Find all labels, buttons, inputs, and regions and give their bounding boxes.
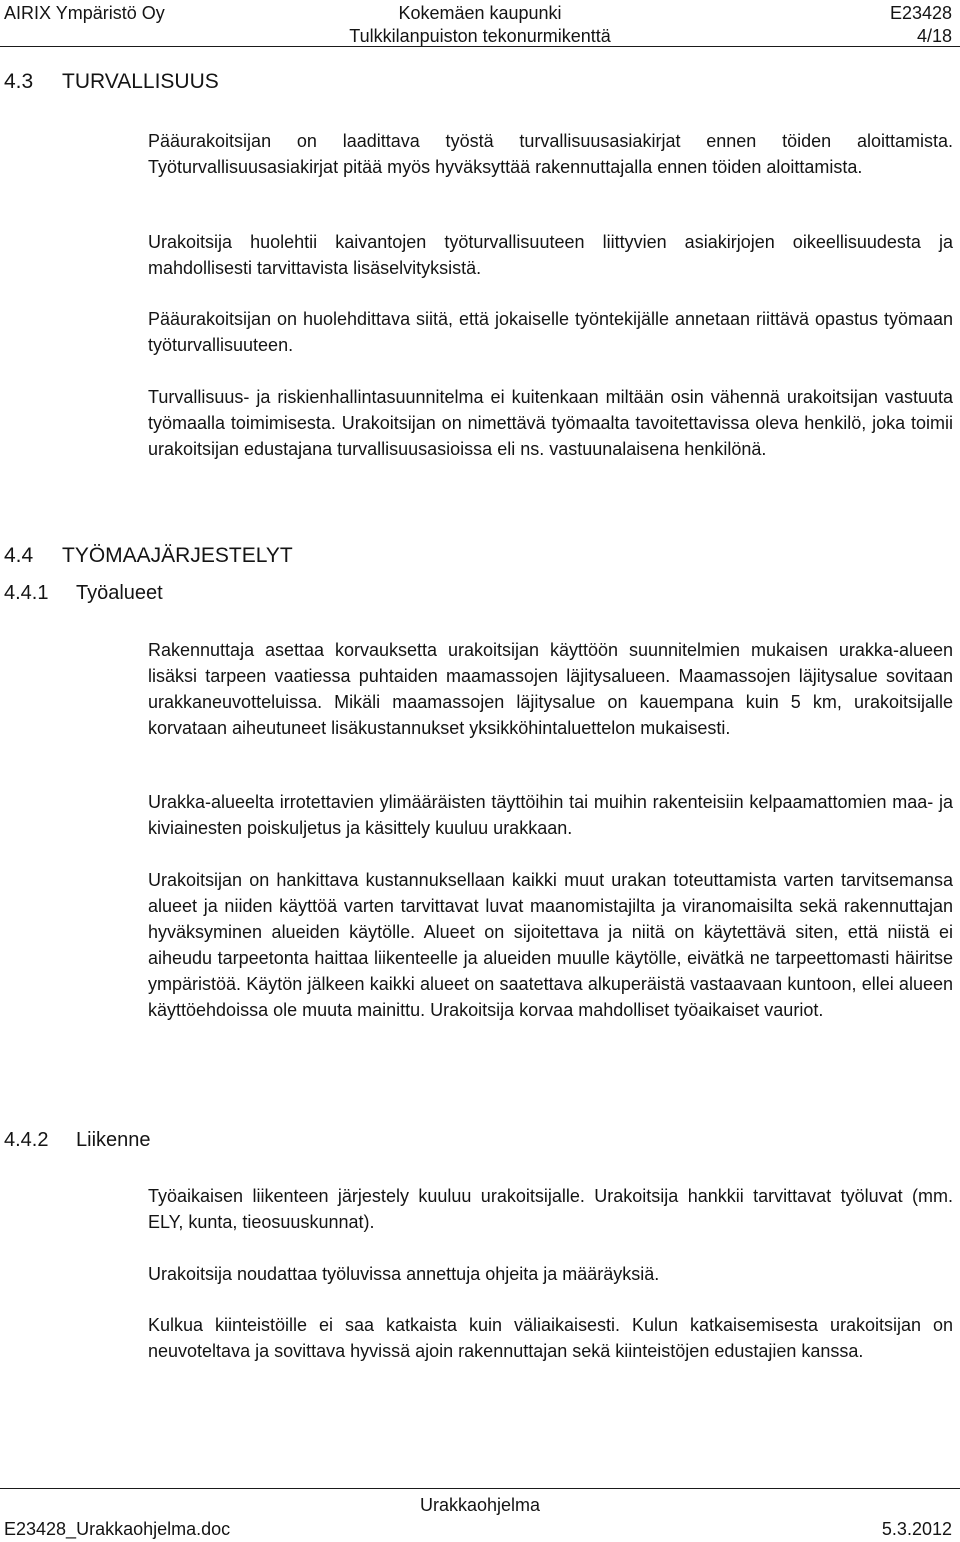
page-footer [0,1488,960,1542]
section-title: TYÖMAAJÄRJESTELYT [62,544,293,567]
header-right [890,2,952,48]
header-project: Tulkkilanpuiston tekonurmikenttä [349,26,611,46]
paragraph: Urakka-alueelta irrotettavien ylimääräisten täyttöihin tai muihin rakenteisiin kelpaamattomien maa- ja kiviainesten poiskuljetus ja käsittely kuuluu urakkaan. [148,792,953,838]
section-title: TURVALLISUUS [62,70,219,93]
paragraph: Urakoitsija huolehtii kaivantojen työturvallisuuteen liittyvien asiakirjojen oikeellisuudesta ja mahdollisesti tarvittavista lisäselvityksistä. [148,232,953,278]
paragraph: Pääurakoitsijan on huolehdittava siitä, että jokaiselle työntekijälle annetaan riittävä opastus työmaan työturvallisuuteen. [148,309,953,355]
heading-turvallisuus [4,69,219,95]
footer-filename: E23428_Urakkaohjelma.doc [4,1519,231,1539]
section-number: 4.4.1 [4,582,49,604]
footer-doc-type: Urakkaohjelma [419,1495,541,1515]
paragraph: Turvallisuus- ja riskienhallintasuunnitelma ei kuitenkaan miltään osin vähennä urakoitsijan vastuuta työmaalla toimimisesta. Urakoitsijan on nimettävä työmaalta tavoitettavissa oleva henkilö, joka toimii urakoitsijan edustajana turvallisuusasioissa eli ns. vastuunalaisena henkilönä. [148,387,953,459]
paragraph: Urakoitsijan on hankittava kustannuksellaan kaikki muut urakan toteuttamista varten tarvitsemansa alueet ja niiden käyttöä varten tarvittavat luvat maanomistajilta ja viranomaisilta sekä rakennuttajan hyväksyminen alueiden käytölle. Alueet on sijoitettava ja niitä on käytettävä siten, että niistä ei aiheudu tarpeetonta haittaa liikenteelle ja alueiden muulle käytölle, eivätkä ne tarpeettomasti häiritse ympäristöä. Käytön jälkeen kaikki alueet on saatettava alkuperäistä vastaavaan kuntoon, ellei alueen käyttöehdoissa ole muuta mainittu. Urakoitsija korvaa mahdolliset työaikaiset vauriot. [148,870,953,1020]
footer-date: 5.3.2012 [881,1519,952,1539]
paragraph: Työaikaisen liikenteen järjestely kuuluu urakoitsijalle. Urakoitsija hankkii tarvittavat työluvat (mm. ELY, kunta, tieosuuskunnat). [148,1186,953,1232]
header-client: Kokemäen kaupunki [398,3,562,23]
header-page-number: 4/18 [916,26,952,46]
header-center [0,2,960,48]
section-number: 4.4.2 [4,1129,49,1151]
page-header [0,0,960,47]
paragraph: Urakoitsija noudattaa työluvissa annettuja ohjeita ja määräyksiä. [148,1264,660,1284]
heading-tyomaajarjestelyt [4,543,293,569]
section-number: 4.4 [4,544,34,567]
section-title: Liikenne [76,1129,151,1151]
heading-liikenne [4,1127,151,1153]
section-number: 4.3 [4,70,34,93]
paragraph: Pääurakoitsijan on laadittava työstä turvallisuusasiakirjat ennen töiden aloittamista. Työturvallisuusasiakirjat pitää myös hyväksyttää rakennuttajalla ennen töiden aloittamista. [148,131,953,177]
header-company: AIRIX Ympäristö Oy [4,3,165,23]
section-title: Työalueet [76,582,163,604]
paragraph: Kulkua kiinteistöille ei saa katkaista kuin väliaikaisesti. Kulun katkaisemisesta urakoitsijan on neuvoteltava ja sovittava hyvissä ajoin rakennuttajan sekä kiinteistöjen edustajien kanssa. [148,1315,953,1361]
paragraph: Rakennuttaja asettaa korvauksetta urakoitsijan käyttöön suunnitelmien mukaisen urakka-alueen lisäksi tarpeen vaatiessa puhtaiden maamassojen läjitysalueen. Maamassojen läjitysalue sovitaan urakkaneuvotteluissa. Mikäli maamassojen läjitysalue on kauempana kuin 5 km, urakoitsijalle korvataan aiheutuneet lisäkustannukset yksikköhintaluettelon mukaisesti. [148,640,953,738]
header-doc-id: E23428 [889,3,952,23]
heading-tyoalueet [4,580,163,606]
